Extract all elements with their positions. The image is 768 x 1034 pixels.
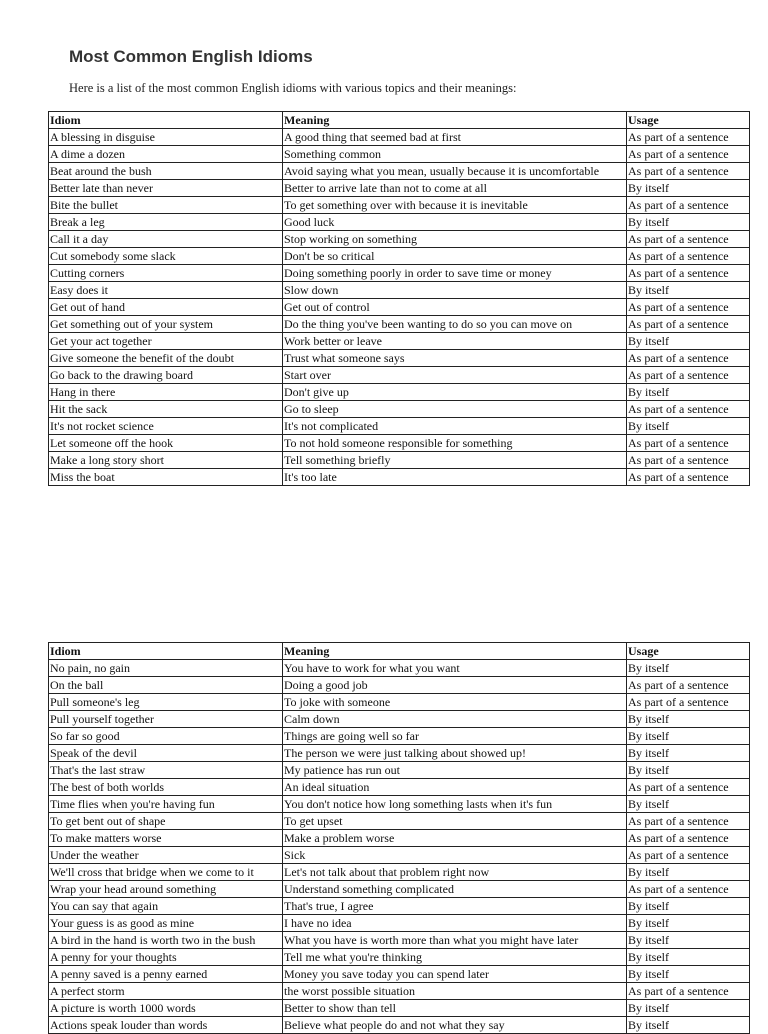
idioms-table-1 bbox=[48, 111, 750, 486]
table-row bbox=[49, 316, 750, 333]
usage-cell: By itself bbox=[627, 384, 750, 401]
meaning-cell: Understand something complicated bbox=[283, 881, 627, 898]
meaning-cell: Avoid saying what you mean, usually because it is uncomfortable bbox=[283, 163, 627, 180]
table-header-row bbox=[49, 643, 750, 660]
usage-cell: As part of a sentence bbox=[627, 129, 750, 146]
idiom-cell: Speak of the devil bbox=[49, 745, 283, 762]
table-row bbox=[49, 452, 750, 469]
table-row bbox=[49, 1017, 750, 1034]
table-row bbox=[49, 762, 750, 779]
idiom-cell: Under the weather bbox=[49, 847, 283, 864]
idiom-cell: A bird in the hand is worth two in the bush bbox=[49, 932, 283, 949]
usage-cell: As part of a sentence bbox=[627, 813, 750, 830]
usage-cell: As part of a sentence bbox=[627, 231, 750, 248]
intro-text: Here is a list of the most common English idioms with various topics and their meanings: bbox=[69, 81, 517, 95]
table-row bbox=[49, 864, 750, 881]
meaning-cell: What you have is worth more than what you might have later bbox=[283, 932, 627, 949]
meaning-cell: Slow down bbox=[283, 282, 627, 299]
usage-cell: As part of a sentence bbox=[627, 197, 750, 214]
table-row bbox=[49, 830, 750, 847]
header-meaning: Meaning bbox=[283, 112, 627, 129]
meaning-cell: Let's not talk about that problem right now bbox=[283, 864, 627, 881]
table-row bbox=[49, 983, 750, 1000]
idiom-cell: No pain, no gain bbox=[49, 660, 283, 677]
meaning-cell: The person we were just talking about showed up! bbox=[283, 745, 627, 762]
table-row bbox=[49, 401, 750, 418]
header-idiom: Idiom bbox=[49, 643, 283, 660]
usage-cell: By itself bbox=[627, 333, 750, 350]
idiom-cell: Wrap your head around something bbox=[49, 881, 283, 898]
meaning-cell: Calm down bbox=[283, 711, 627, 728]
idiom-cell: The best of both worlds bbox=[49, 779, 283, 796]
table-row bbox=[49, 745, 750, 762]
usage-cell: As part of a sentence bbox=[627, 779, 750, 796]
table-row bbox=[49, 299, 750, 316]
table-row bbox=[49, 898, 750, 915]
table-row bbox=[49, 129, 750, 146]
meaning-cell: Tell me what you're thinking bbox=[283, 949, 627, 966]
meaning-cell: Trust what someone says bbox=[283, 350, 627, 367]
table-row bbox=[49, 796, 750, 813]
table-row bbox=[49, 1000, 750, 1017]
usage-cell: As part of a sentence bbox=[627, 265, 750, 282]
usage-cell: As part of a sentence bbox=[627, 881, 750, 898]
table-row bbox=[49, 813, 750, 830]
idiom-cell: A perfect storm bbox=[49, 983, 283, 1000]
table-row bbox=[49, 333, 750, 350]
usage-cell: As part of a sentence bbox=[627, 469, 750, 486]
idiom-cell: Break a leg bbox=[49, 214, 283, 231]
idiom-cell: Get something out of your system bbox=[49, 316, 283, 333]
table-row bbox=[49, 915, 750, 932]
table-row bbox=[49, 949, 750, 966]
idiom-cell: A dime a dozen bbox=[49, 146, 283, 163]
usage-cell: As part of a sentence bbox=[627, 163, 750, 180]
idiom-cell: Call it a day bbox=[49, 231, 283, 248]
idiom-cell: A blessing in disguise bbox=[49, 129, 283, 146]
table-row bbox=[49, 932, 750, 949]
meaning-cell: An ideal situation bbox=[283, 779, 627, 796]
idiom-cell: Get your act together bbox=[49, 333, 283, 350]
meaning-cell: That's true, I agree bbox=[283, 898, 627, 915]
usage-cell: As part of a sentence bbox=[627, 350, 750, 367]
table-row bbox=[49, 469, 750, 486]
table-row bbox=[49, 966, 750, 983]
usage-cell: As part of a sentence bbox=[627, 367, 750, 384]
idiom-cell: A penny saved is a penny earned bbox=[49, 966, 283, 983]
idiom-cell: Pull yourself together bbox=[49, 711, 283, 728]
meaning-cell: Doing something poorly in order to save time or money bbox=[283, 265, 627, 282]
usage-cell: As part of a sentence bbox=[627, 677, 750, 694]
meaning-cell: To get something over with because it is inevitable bbox=[283, 197, 627, 214]
idiom-cell: A penny for your thoughts bbox=[49, 949, 283, 966]
header-meaning: Meaning bbox=[283, 643, 627, 660]
usage-cell: As part of a sentence bbox=[627, 452, 750, 469]
usage-cell: By itself bbox=[627, 282, 750, 299]
usage-cell: By itself bbox=[627, 864, 750, 881]
meaning-cell: Something common bbox=[283, 146, 627, 163]
table-row bbox=[49, 779, 750, 796]
usage-cell: As part of a sentence bbox=[627, 847, 750, 864]
table-row bbox=[49, 418, 750, 435]
meaning-cell: Don't give up bbox=[283, 384, 627, 401]
idiom-cell: Go back to the drawing board bbox=[49, 367, 283, 384]
table-row bbox=[49, 847, 750, 864]
meaning-cell: It's not complicated bbox=[283, 418, 627, 435]
usage-cell: As part of a sentence bbox=[627, 435, 750, 452]
idiom-cell: Better late than never bbox=[49, 180, 283, 197]
meaning-cell: the worst possible situation bbox=[283, 983, 627, 1000]
idiom-cell: So far so good bbox=[49, 728, 283, 745]
idiom-cell: Get out of hand bbox=[49, 299, 283, 316]
idiom-cell: Give someone the benefit of the doubt bbox=[49, 350, 283, 367]
idiom-cell: Actions speak louder than words bbox=[49, 1017, 283, 1034]
meaning-cell: I have no idea bbox=[283, 915, 627, 932]
meaning-cell: Believe what people do and not what they say bbox=[283, 1017, 627, 1034]
table-row bbox=[49, 367, 750, 384]
page-title: Most Common English Idioms bbox=[69, 47, 313, 66]
idiom-cell: On the ball bbox=[49, 677, 283, 694]
usage-cell: As part of a sentence bbox=[627, 248, 750, 265]
usage-cell: As part of a sentence bbox=[627, 401, 750, 418]
meaning-cell: Go to sleep bbox=[283, 401, 627, 418]
meaning-cell: To joke with someone bbox=[283, 694, 627, 711]
usage-cell: As part of a sentence bbox=[627, 983, 750, 1000]
meaning-cell: Sick bbox=[283, 847, 627, 864]
table-row bbox=[49, 231, 750, 248]
usage-cell: By itself bbox=[627, 711, 750, 728]
idiom-cell: Beat around the bush bbox=[49, 163, 283, 180]
idiom-cell: A picture is worth 1000 words bbox=[49, 1000, 283, 1017]
idiom-cell: Miss the boat bbox=[49, 469, 283, 486]
meaning-cell: Better to show than tell bbox=[283, 1000, 627, 1017]
table-row bbox=[49, 384, 750, 401]
header-usage: Usage bbox=[627, 112, 750, 129]
table-row bbox=[49, 660, 750, 677]
table-row bbox=[49, 282, 750, 299]
usage-cell: By itself bbox=[627, 1000, 750, 1017]
table-header-row bbox=[49, 112, 750, 129]
usage-cell: By itself bbox=[627, 762, 750, 779]
table-row bbox=[49, 694, 750, 711]
meaning-cell: Tell something briefly bbox=[283, 452, 627, 469]
table-row bbox=[49, 728, 750, 745]
usage-cell: By itself bbox=[627, 180, 750, 197]
table-row bbox=[49, 677, 750, 694]
meaning-cell: Stop working on something bbox=[283, 231, 627, 248]
idiom-cell: We'll cross that bridge when we come to it bbox=[49, 864, 283, 881]
table-row bbox=[49, 163, 750, 180]
header-usage: Usage bbox=[627, 643, 750, 660]
meaning-cell: Start over bbox=[283, 367, 627, 384]
table-row bbox=[49, 350, 750, 367]
idiom-cell: Easy does it bbox=[49, 282, 283, 299]
usage-cell: By itself bbox=[627, 966, 750, 983]
idiom-cell: That's the last straw bbox=[49, 762, 283, 779]
idiom-cell: Your guess is as good as mine bbox=[49, 915, 283, 932]
meaning-cell: Don't be so critical bbox=[283, 248, 627, 265]
meaning-cell: Do the thing you've been wanting to do so you can move on bbox=[283, 316, 627, 333]
meaning-cell: Things are going well so far bbox=[283, 728, 627, 745]
table-row bbox=[49, 214, 750, 231]
usage-cell: By itself bbox=[627, 660, 750, 677]
meaning-cell: A good thing that seemed bad at first bbox=[283, 129, 627, 146]
idioms-table-2 bbox=[48, 642, 750, 1034]
usage-cell: As part of a sentence bbox=[627, 830, 750, 847]
usage-cell: By itself bbox=[627, 932, 750, 949]
header-idiom: Idiom bbox=[49, 112, 283, 129]
idiom-cell: Cut somebody some slack bbox=[49, 248, 283, 265]
idiom-cell: Cutting corners bbox=[49, 265, 283, 282]
idiom-cell: Hang in there bbox=[49, 384, 283, 401]
usage-cell: As part of a sentence bbox=[627, 146, 750, 163]
meaning-cell: It's too late bbox=[283, 469, 627, 486]
idiom-cell: To get bent out of shape bbox=[49, 813, 283, 830]
usage-cell: By itself bbox=[627, 418, 750, 435]
table-row bbox=[49, 435, 750, 452]
idiom-cell: You can say that again bbox=[49, 898, 283, 915]
meaning-cell: To get upset bbox=[283, 813, 627, 830]
usage-cell: By itself bbox=[627, 796, 750, 813]
idiom-cell: Hit the sack bbox=[49, 401, 283, 418]
table-row bbox=[49, 180, 750, 197]
idiom-cell: To make matters worse bbox=[49, 830, 283, 847]
idiom-cell: Time flies when you're having fun bbox=[49, 796, 283, 813]
meaning-cell: My patience has run out bbox=[283, 762, 627, 779]
usage-cell: By itself bbox=[627, 728, 750, 745]
idiom-cell: Pull someone's leg bbox=[49, 694, 283, 711]
usage-cell: As part of a sentence bbox=[627, 299, 750, 316]
usage-cell: By itself bbox=[627, 214, 750, 231]
usage-cell: As part of a sentence bbox=[627, 694, 750, 711]
table-row bbox=[49, 265, 750, 282]
idiom-cell: Make a long story short bbox=[49, 452, 283, 469]
usage-cell: By itself bbox=[627, 1017, 750, 1034]
usage-cell: By itself bbox=[627, 915, 750, 932]
meaning-cell: Better to arrive late than not to come at all bbox=[283, 180, 627, 197]
idiom-cell: Let someone off the hook bbox=[49, 435, 283, 452]
meaning-cell: You don't notice how long something lasts when it's fun bbox=[283, 796, 627, 813]
meaning-cell: Make a problem worse bbox=[283, 830, 627, 847]
usage-cell: By itself bbox=[627, 898, 750, 915]
idiom-cell: It's not rocket science bbox=[49, 418, 283, 435]
table-row bbox=[49, 881, 750, 898]
table-row bbox=[49, 197, 750, 214]
usage-cell: As part of a sentence bbox=[627, 316, 750, 333]
meaning-cell: Work better or leave bbox=[283, 333, 627, 350]
meaning-cell: Doing a good job bbox=[283, 677, 627, 694]
meaning-cell: Get out of control bbox=[283, 299, 627, 316]
usage-cell: By itself bbox=[627, 949, 750, 966]
meaning-cell: Money you save today you can spend later bbox=[283, 966, 627, 983]
meaning-cell: To not hold someone responsible for something bbox=[283, 435, 627, 452]
table-row bbox=[49, 146, 750, 163]
meaning-cell: Good luck bbox=[283, 214, 627, 231]
table-row bbox=[49, 248, 750, 265]
table-row bbox=[49, 711, 750, 728]
meaning-cell: You have to work for what you want bbox=[283, 660, 627, 677]
usage-cell: By itself bbox=[627, 745, 750, 762]
idiom-cell: Bite the bullet bbox=[49, 197, 283, 214]
